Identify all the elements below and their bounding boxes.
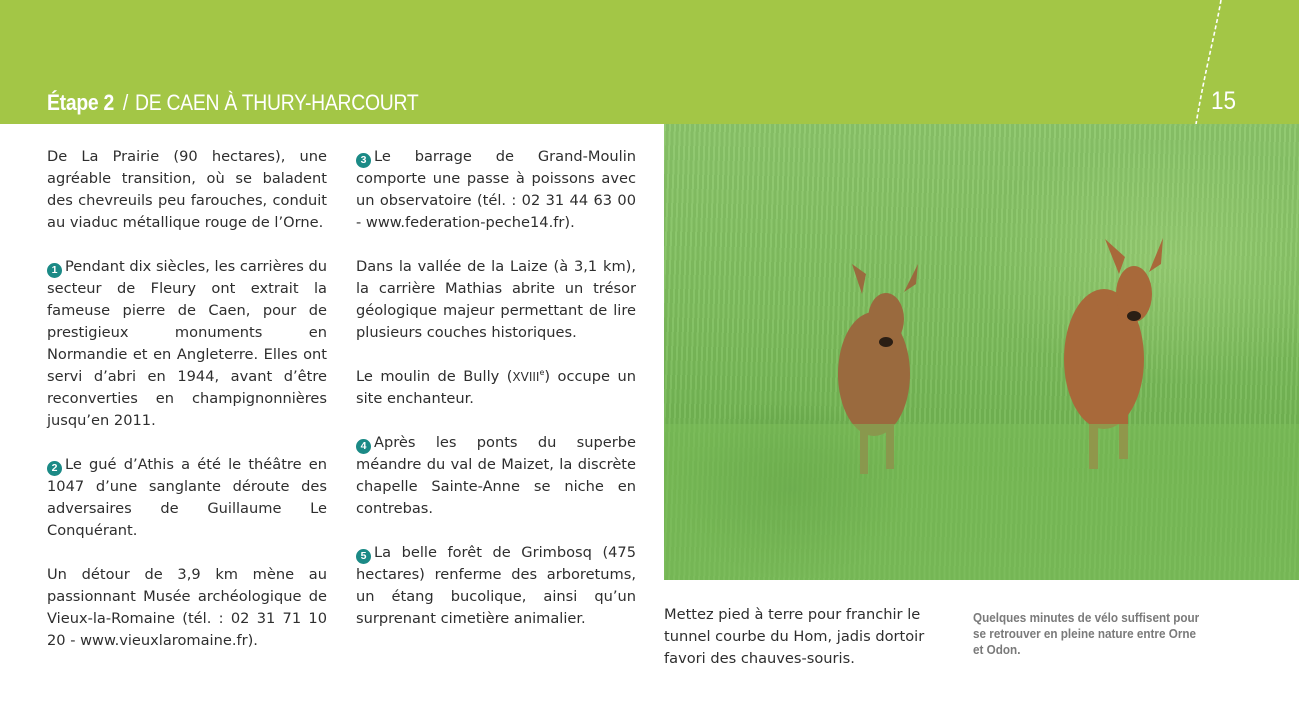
deer-photo: [664, 124, 1299, 580]
deer-illustration-icon: [664, 124, 1299, 580]
text-column-2: [356, 146, 636, 652]
marker-2-icon: 2: [47, 461, 62, 476]
photo-caption: Mettez pied à terre pour franchir le tunnel courbe du Hom, jadis dortoir favori des chauves-souris.: [664, 606, 925, 667]
paragraph-maizet: 4 Après les ponts du superbe méandre du val de Maizet, la discrète chapelle Sainte-Anne se niche en contrebas.: [356, 434, 636, 517]
marker-3-icon: 3: [356, 153, 371, 168]
marker-5-icon: 5: [356, 549, 371, 564]
paragraph-laize: Dans la vallée de la Laize (à 3,1 km), la carrière Mathias abrite un trésor géologique majeur permettant de lire plusieurs couches historiques.: [356, 258, 636, 341]
stage-title: [47, 90, 418, 116]
paragraph-moulin-bully: Le moulin de Bully (XVIIIe) occupe un site enchanteur.: [356, 368, 636, 407]
paragraph-grimbosq: 5 La belle forêt de Grimbosq (475 hectares) renferme des arboretums, un étang bucolique, ainsi qu’un surprenant cimetière animalier.: [356, 544, 636, 627]
paragraph-barrage: 3 Le barrage de Grand-Moulin comporte une passe à poissons avec un observatoire (tél. : 02 31 44 63 00 - www.federation-peche14.fr).: [356, 148, 636, 231]
page-header: [0, 0, 1299, 124]
text-column-1: [47, 146, 327, 674]
route-name: DE CAEN À THURY-HARCOURT: [134, 90, 419, 115]
paragraph-musee-vieux: Un détour de 3,9 km mène au passionnant Musée archéologique de Vieux-la-Romaine (tél. : 02 31 71 10 20 - www.vieuxlaromaine.fr).: [47, 566, 327, 649]
page-number: 15: [1211, 87, 1237, 115]
title-separator: /: [122, 90, 128, 115]
paragraph-carrieres-fleury: 1 Pendant dix siècles, les carrières du secteur de Fleury ont extrait la fameuse pierre de Caen, pour de prestigieux monuments en Normandie et en Angleterre. Elles ont servi d’abri en 1944, avant d’être reconverties en champignonnières jusqu’en 2011.: [47, 258, 327, 429]
marker-4-icon: 4: [356, 439, 371, 454]
paragraph-gue-athis: 2 Le gué d’Athis a été le théâtre en 1047 d’une sanglante déroute des adversaires de Guillaume Le Conquérant.: [47, 456, 327, 539]
paragraph-prairie: De La Prairie (90 hectares), une agréable transition, où se baladent des chevreuils peu farouches, conduit au viaduc métallique rouge de l’Orne.: [47, 148, 327, 231]
marker-1-icon: 1: [47, 263, 62, 278]
stage-label: Étape 2: [47, 90, 115, 115]
side-note: Quelques minutes de vélo suffisent pour se retrouver en pleine nature entre Orne et Odon.: [973, 610, 1200, 657]
